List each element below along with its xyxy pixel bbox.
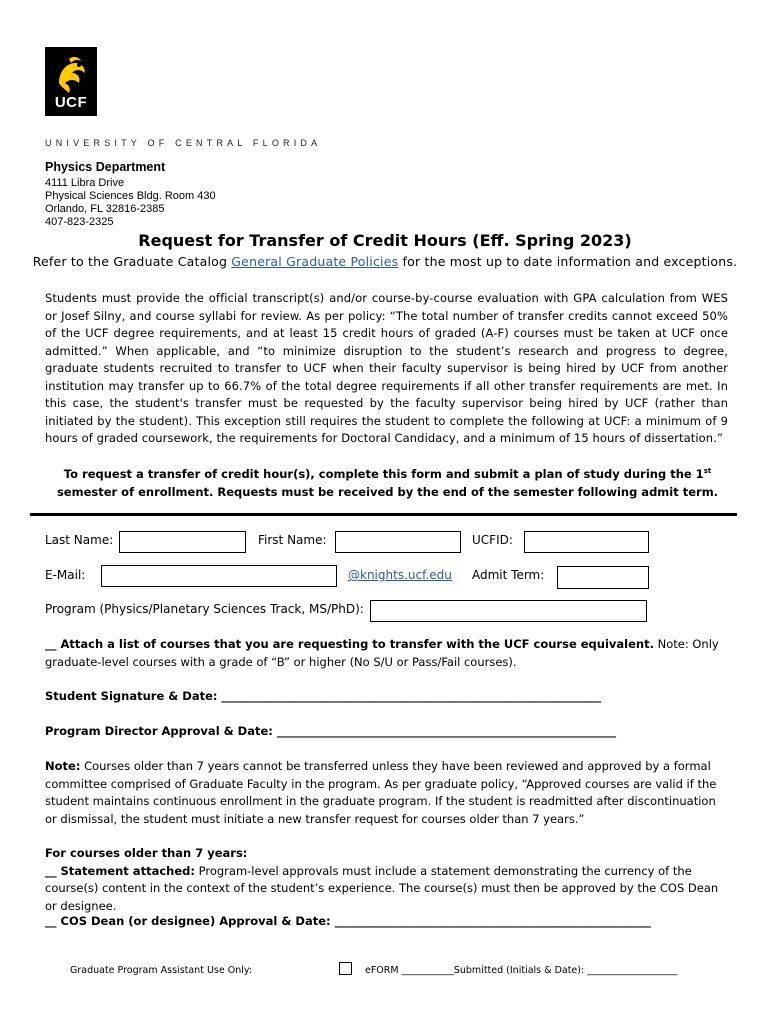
attach-bold: __ Attach a list of courses that you are requesting to transfer with the UCF course equivalent. bbox=[45, 637, 654, 651]
instruction-part2: semester of enrollment. Requests must be received by the end of the semester following admit term. bbox=[56, 484, 719, 499]
dean-approval-line: __ COS Dean (or designee) Approval & Date: _______________________________________________________ bbox=[45, 914, 651, 928]
address-line: 4111 Libra Drive bbox=[45, 177, 125, 189]
refer-line bbox=[0, 254, 770, 269]
ucfid-label: UCFID: bbox=[472, 533, 513, 547]
student-signature-line: Student Signature & Date: __________________________________________________________________ bbox=[45, 689, 601, 703]
statement-text: Program-level approvals must include a statement demonstrating the currency of the course(s) content in the context of the student’s experience. The course(s) must then be approved by the COS Dean or designee. bbox=[45, 863, 719, 913]
ucfid-input[interactable] bbox=[524, 531, 649, 553]
admit-term-input[interactable] bbox=[557, 566, 649, 589]
email-label: E-Mail: bbox=[45, 568, 86, 582]
note-paragraph bbox=[45, 758, 728, 828]
older-courses-section bbox=[45, 845, 728, 915]
policy-paragraph: Students must provide the official transcript(s) and/or course-by-course evaluation with GPA calculation from WES or Josef Silny, and course syllabi for review. As per policy: “The total number of transfer credits cannot exceed 50% of the UCF degree requirements, and at least 15 credit hours of graded (A-F) courses must be taken at UCF once admitted.” When applicable, and “to minimize disruption to the student’s research and progress to degree, graduate students recruited to transfer to UCF when their faculty supervisor is being hired by UCF from another institution may transfer up to 66.7% of the total degree requirements if all other transfer requirements are met. In this case, the student's transfer must be requested by the faculty supervisor being hired by UCF (rather than initiated by the student). This exception still requires the student to complete the following at UCF: a minimum of 9 hours of graded coursework, the requirements for Doctoral Candidacy, and a minimum of 15 hours of dissertation.” bbox=[45, 291, 728, 445]
program-label: Program (Physics/Planetary Sciences Track, MS/PhD): bbox=[45, 602, 364, 616]
pegasus-icon bbox=[45, 51, 97, 97]
address-line: Physical Sciences Bldg. Room 430 bbox=[45, 190, 216, 202]
program-input[interactable] bbox=[370, 600, 647, 622]
statement-bold: __ Statement attached: bbox=[45, 863, 195, 878]
assistant-use-label: Graduate Program Assistant Use Only: bbox=[70, 965, 252, 976]
form-title: Request for Transfer of Credit Hours (Eff. Spring 2023) bbox=[138, 231, 632, 250]
older-courses-heading: For courses older than 7 years: bbox=[45, 846, 248, 860]
department-name: Physics Department bbox=[45, 160, 166, 174]
eform-submitted-line: eFORM ___________Submitted (Initials & Date): ___________________ bbox=[365, 965, 678, 976]
director-approval-line: Program Director Approval & Date: ___________________________________________________________ bbox=[45, 724, 617, 738]
phone-number: 407-823-2325 bbox=[45, 216, 114, 228]
refer-text-after: for the most up to date information and exceptions. bbox=[398, 254, 738, 269]
first-name-input[interactable] bbox=[335, 531, 461, 553]
last-name-label: Last Name: bbox=[45, 533, 114, 547]
admit-term-label: Admit Term: bbox=[472, 568, 545, 582]
university-name: UNIVERSITY OF CENTRAL FLORIDA bbox=[45, 138, 322, 148]
last-name-input[interactable] bbox=[119, 531, 246, 553]
statement-paragraph bbox=[45, 863, 728, 916]
note-text: Courses older than 7 years cannot be transferred unless they have been reviewed and approved by a formal committee comprised of Graduate Faculty in the program. As per graduate policy, “Approved courses are valid if the student maintains continuous enrollment in the graduate program. If the student is readmitted after discontinuation or dismissal, the student must initiate a new transfer request for courses older than 7 years.” bbox=[45, 759, 717, 826]
eform-checkbox[interactable] bbox=[339, 962, 352, 975]
instruction bbox=[55, 462, 720, 501]
instruction-sup: st bbox=[703, 467, 712, 475]
instruction-part1: To request a transfer of credit hour(s), complete this form and submit a plan of study during the 1 bbox=[63, 466, 704, 481]
logo-text: UCF bbox=[54, 94, 88, 111]
ucf-logo bbox=[45, 47, 97, 116]
attach-instruction bbox=[45, 636, 728, 671]
attach-note: Note: Only graduate-level courses with a grade of “B” or higher (No S/U or Pass/Fail courses). bbox=[45, 637, 719, 669]
address-line: Orlando, FL 32816-2385 bbox=[45, 203, 165, 215]
refer-text-before: Refer to the Graduate Catalog bbox=[32, 254, 232, 269]
first-name-label: First Name: bbox=[258, 533, 327, 547]
note-label: Note: bbox=[45, 759, 81, 773]
section-divider bbox=[30, 513, 737, 516]
general-graduate-policies-link[interactable]: General Graduate Policies bbox=[231, 254, 399, 269]
email-input[interactable] bbox=[101, 565, 337, 587]
email-domain: @knights.ucf.edu bbox=[348, 568, 452, 582]
